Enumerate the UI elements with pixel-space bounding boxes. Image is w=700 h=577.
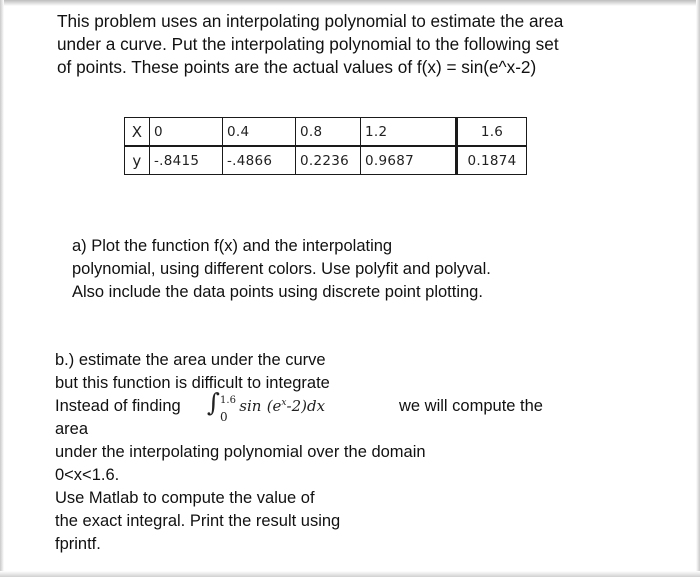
intro-line-2: under a curve. Put the interpolating polynomial to the following set [57, 34, 559, 54]
data-points-table [124, 117, 527, 175]
integrand-arg-close: -2)dx [286, 397, 326, 415]
part-b-line-1: b.) estimate the area under the curve [55, 351, 326, 369]
intro-line-1: This problem uses an interpolating polynomial to estimate the area [57, 11, 564, 31]
y-header-cell: y [125, 146, 150, 175]
x-value-cell: 0 [150, 118, 223, 147]
part-b-line-7: Use Matlab to compute the value of [55, 489, 315, 507]
table-row-y [125, 146, 527, 175]
x-header-cell: X [125, 118, 150, 147]
intro-line-3: of points. These points are the actual values of f(x) = sin(e^x-2) [57, 57, 537, 77]
integrand-exponent: x [281, 398, 287, 408]
integral-limits [220, 391, 236, 424]
integrand-func: sin [239, 397, 262, 415]
part-b-line-9: fprintf. [55, 535, 101, 553]
integral-lower-limit: 0 [220, 410, 228, 424]
integral-sign-icon: ∫ [207, 388, 221, 417]
integrand-arg-open: (e [266, 397, 282, 415]
integral-upper-limit: 1.6 [220, 395, 236, 406]
page-edge-shadow-top [0, 0, 700, 6]
part-a-line-1: a) Plot the function f(x) and the interpolating [72, 237, 393, 255]
part-b-line-area: area [55, 420, 89, 438]
page-edge-shadow-left [0, 0, 4, 577]
part-b-line-6: 0<x<1.6. [55, 466, 120, 484]
part-b-line-8: the exact integral. Print the result using [55, 512, 341, 530]
part-a-line-3: Also include the data points using discrete point plotting. [72, 283, 483, 301]
y-value-cell: -.4866 [223, 146, 296, 175]
handwritten-integral [207, 388, 326, 424]
y-value-cell: 0.1874 [457, 146, 527, 175]
page-edge-shadow-bottom [0, 571, 700, 577]
problem-intro [57, 10, 677, 79]
part-b-instructions [55, 349, 655, 556]
part-b-line-5: under the interpolating polynomial over the domain [55, 443, 426, 461]
integral-row [55, 388, 655, 424]
part-b-line-2: but this function is difficult to integrate [55, 374, 330, 392]
x-value-cell: 0.8 [296, 118, 361, 147]
y-value-cell: 0.2236 [296, 146, 361, 175]
part-a-instructions [72, 235, 632, 304]
instead-text: Instead of finding [55, 397, 181, 415]
x-value-cell: 1.6 [457, 118, 527, 147]
after-integral-text: we will compute the [399, 397, 543, 415]
part-a-line-2: polynomial, using different colors. Use polyfit and polyval. [72, 260, 491, 278]
table-row-x [125, 118, 527, 147]
y-value-cell: -.8415 [150, 146, 223, 175]
page-edge-shadow-right [696, 0, 700, 577]
x-value-cell: 1.2 [361, 118, 457, 147]
x-value-cell: 0.4 [223, 118, 296, 147]
y-value-cell: 0.9687 [361, 146, 457, 175]
